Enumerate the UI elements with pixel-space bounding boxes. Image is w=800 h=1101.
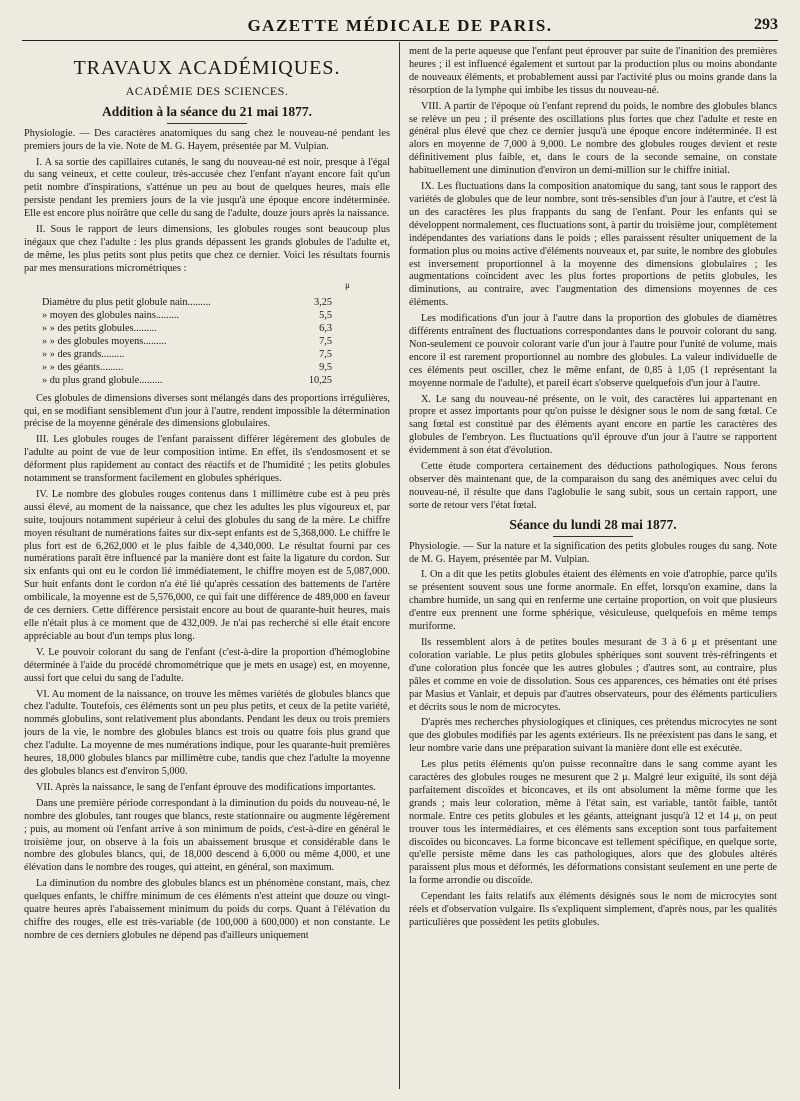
paragraph: X. Le sang du nouveau-né présente, on le voit, des caractères lui appartenant en propre et assez importants pour qu'on puisse le désigner sous le nom de sang fœtal. Ce sang fœtal est constitué par des éléments ayant encore en partie les caractères des globules de l'embryon. Les fluctuations qu'il éprouve d'un jour à l'autre se rapportent évidemment à son état d'évolution. (409, 393, 777, 457)
paragraph: I. A sa sortie des capillaires cutanés, le sang du nouveau-né est noir, presque à l'égal du sang veineux, et cette couleur, très-accusée chez l'enfant n'ayant encore fait qu'un petit nombre d'inspirations, s'atténue un peu au bout de quelques heures, mais elle persiste pendant les premiers jours de la vie jusqu'à une époque encore indéterminée. Elle est encore plus noirâtre que celle du sang de l'adulte, douze jours après la naissance. (24, 156, 390, 220)
paragraph: La diminution du nombre des globules blancs est un phénomène constant, mais, chez quelques enfants, le chiffre minimum de ces éléments n'est atteint que douze ou vingt-quatre heures après l'abaissement minimum du poids du corps. Quant à l'élévation du chiffre des rouges, elle est très-variable (de 100,000 à 600,000) et non constante. Le nombre de ces derniers globules ne dépend pas d'ailleurs uniquement (24, 878, 390, 941)
seance-heading-1 (24, 103, 390, 124)
paragraph: Les plus petits éléments qu'on puisse reconnaître dans le sang comme ayant les caractères des globules rouges ne mesurent que 2 μ. Malgré leur exiguïté, ils sont déjà parfaitement discoïdes et biconcaves, et ils ont absolument la même forme que les grands ; mais leur coloration, même à l'état sain, est variable, tantôt faible, tantôt normale. Entre ces petits globules et les géants, atteignant jusqu'à 12 et 14 μ, on peut trouver tous les intermédiaires, et ces éléments sans exception sont tous parfaitement discoïdes ou biconcaves. La forme biconcave est tellement spécifique, en quelque sorte, qu'elle persiste même dans les cas pathologiques, alors que des globules altérés paraissent plus mous et déformés, les déformations consistant seulement en une perte de la forme arrondie ou discoïde. (409, 759, 777, 887)
seance-heading-1-text: Addition à la séance du 21 mai 1877. (101, 103, 313, 119)
paragraph: VIII. A partir de l'époque où l'enfant reprend du poids, le nombre des globules blancs se relève un peu ; il présente des oscillations plus fortes que chez l'adulte et reste en général plus élevé que chez ce dernier jusqu'à une époque encore indéterminée. Il est alors en moyenne de 7,000 à 9,000. Le nombre des globules rouges devient et reste définitivement plus faible, et, dans le cours de la seconde semaine, on constate habituellement une diminution d'environ un demi-million sur le chiffre initial. (409, 100, 777, 177)
measurement-value: 10,25 (308, 374, 332, 386)
heading-rule (553, 536, 633, 537)
paragraph: III. Les globules rouges de l'enfant paraissent différer légèrement des globules de l'adulte au point de vue de leur composition intime. En effet, ils s'endosmosent et se déforment plus rapidement au contact des réactifs et de l'humidité ; les petits globules notamment se transforment facilement en globules sphériques. (24, 434, 390, 485)
paragraph: II. Sous le rapport de leurs dimensions, les globules rouges sont beaucoup plus inégaux que chez l'adulte : les plus grands dépassent les grands globules de l'adulte et, de même, les plus petits sont plus petits que chez ce dernier. Voici les résultats fournis par mes mensurations micrométriques : (24, 224, 390, 274)
academy-heading: ACADÉMIE DES SCIENCES. (125, 83, 289, 98)
measurement-row (42, 309, 332, 322)
micron-unit: μ (345, 279, 350, 290)
paragraph: Cependant les faits relatifs aux éléments désignés sous le nom de microcytes sont réels et d'observation vulgaire. Ils s'expliquent simplement, d'après nous, par les qualités particulières que possèdent les petits globules. (409, 891, 777, 928)
measurement-value: 5,5 (319, 309, 332, 321)
measurement-value: 3,25 (313, 296, 332, 308)
topic-2: Physiologie. — Sur la nature et la signification des petits globules rouges du sang. Note de M. G. Hayem, présentée par M. Vulpian. (409, 540, 777, 565)
paragraph: D'après mes recherches physiologiques et cliniques, ces prétendus microcytes ne sont que des globules modifiés par les agents extérieurs. Ils ne préexistent pas dans le sang, et leur nombre varie dans une préparation suivant la manière dont elle est exécutée. (409, 717, 777, 755)
measurement-label: » » des grands......... (42, 348, 125, 360)
measurement-value: 7,5 (319, 348, 332, 360)
measurement-label: » moyen des globules nains......... (42, 309, 179, 321)
paragraph: I. On a dit que les petits globules étaient des éléments en voie d'atrophie, parce qu'ils se présentent souvent sous une forme anormale. En effet, lorsqu'on examine, dans la chambre humide, un sang qui en renferme une certaine proportion, on voit que plusieurs d'entre eux prennent une forme sphérique, vésiculeuse, quelquefois en même temps muriforme. (409, 569, 777, 633)
paragraph: V. Le pouvoir colorant du sang de l'enfant (c'est-à-dire la proportion d'hémoglobine déterminée à l'aide du procédé chromométrique que je mets en usage) est, en moyenne, aussi fort que celui du sang de l'adulte. (24, 646, 390, 684)
measurement-label: » » des globules moyens......... (42, 335, 167, 347)
paragraph: Dans une première période correspondant à la diminution du poids du nouveau-né, le nombre des globules, tant rouges que blancs, reste stationnaire ou augmente légèrement ; puis, au moment où l'enfant arrive à son minimum de poids, c'est-à-dire en général le troisième jour, on observe à la fois un abaissement brusque et considérable dans le nombre des globules blancs, qui, de 18,000 descend à 6,000 ou même 4,000, et une élévation dans le nombre des rouges, qui atteint, en général, son maximum. (24, 797, 390, 874)
paragraph: VII. Après la naissance, le sang de l'enfant éprouve des modifications importantes. (36, 781, 376, 793)
measurement-row (42, 296, 332, 309)
measurement-table (42, 296, 332, 387)
section-title: TRAVAUX ACADÉMIQUES. (73, 57, 341, 79)
paragraph: Les modifications d'un jour à l'autre dans la proportion des globules de diamètres différents entraînent des fluctuations correspondantes dans le pouvoir colorant du sang. Non-seulement ce pouvoir colorant varie d'un jour à l'autre pour l'unité de volume, mais encore il est rarement proportionnel au nombre des globules. La valeur individuelle de ces éléments peut osciller, chez le même enfant, de 0,85 à 1,05 (1 représentant la moyenne normale de l'adulte), et pareil écart s'observe quelquefois d'un jour à l'autre. (409, 313, 777, 389)
measurement-value: 7,5 (319, 335, 332, 347)
measurement-row (42, 348, 332, 361)
page-number: 293 (754, 16, 778, 33)
topic-1: Physiologie. — Des caractères anatomiques du sang chez le nouveau-né pendant les premiers jours de la vie. Note de M. G. Hayem, présentée par M. Vulpian. (24, 127, 390, 152)
measurement-row (42, 335, 332, 348)
measurement-row (42, 374, 332, 387)
page-header (22, 14, 778, 41)
paragraph: IV. Le nombre des globules rouges contenus dans 1 millimètre cube est à peu près aussi élevé, au moment de la naissance, que chez les adultes les plus vigoureux et, par suite, toujours notamment supérieur à celui des globules du sang de la mère. Le chiffre moyen résultant de numérations faites sur dix-sept enfants est de 5,368,000. Le chiffre le plus fort est de 6,262,000 et le plus faible de 4,340,000. Le résultat fourni par ces numérations paraît être influencé par la manière dont est faite la ligature du cordon. Sur six enfants qui ont eu le cordon lié immédiatement, le chiffre moyen est de 5,087,000. Sur huit enfants dont le cordon n'a été lié qu'après cessation des battements de l'artère ombilicale, la moyenne est de 5,576,000, ce qui fait une différence de 489,000 en faveur de ces derniers. Cette différence persistait encore au bout de quarante-huit heures, mais elle n'était plus à ce moment que de 432,009. Je n'ai pas recherché si elle était encore appréciable au bout d'un temps plus long. (24, 488, 390, 642)
measurement-label: » » des petits globules......... (42, 322, 157, 334)
measurement-row (42, 361, 332, 374)
left-column (24, 46, 390, 1091)
heading-rule (167, 123, 247, 124)
measurement-label: Diamètre du plus petit globule nain......... (42, 296, 211, 308)
measurement-value: 6,3 (319, 322, 332, 334)
measurement-label: » du plus grand globule......... (42, 374, 163, 386)
paragraph: Ces globules de dimensions diverses sont mélangés dans des proportions irrégulières, qui, en se modifiant sensiblement d'un jour à l'autre, rendent impossible la détermination précise de la moyenne générale des dimensions globulaires. (24, 392, 390, 430)
seance-heading-2 (409, 516, 777, 537)
paragraph: ment de la perte aqueuse que l'enfant peut éprouver par suite de l'inanition des premières heures ; il est influencé également et surtout par la production plus ou moins abondante de nouveaux éléments, et probablement aussi par l'activité plus ou moins grande dans la résorption de la lymphe qui imbibe les tissus du nouveau-né. (409, 46, 777, 96)
seance-heading-2-text: Séance du lundi 28 mai 1877. (509, 516, 677, 532)
measurement-row (42, 322, 332, 335)
paragraph: IX. Les fluctuations dans la composition anatomique du sang, tant sous le rapport des variétés de globules que de leur nombre, sont très-sensibles d'un jour à l'autre, et c'est là un des caractères les plus frappants du sang de l'enfant. Pour les enfants qui se développent normalement, ces fluctuations sont, à partir du troisième jour, complètement indépendantes des variations dans le poids ; elles paraissent résulter uniquement de la formation plus ou moins active d'éléments nouveaux et, par suite, le nombre des globules est inversement proportionnel à la moyenne des dimensions globulaires ; les augmentations coïncident avec les plus fortes proportions de petits globules, les diminutions, au contraire, avec l'augmentation des dimensions moyennes de ces éléments. (409, 181, 777, 309)
paragraph: Cette étude comportera certainement des déductions pathologiques. Nous ferons observer dès maintenant que, de la comparaison du sang des anémiques avec celui du nouveau-né, il résulte que dans l'aglobulie le sang subit, sous un certain rapport, une sorte de retour vers l'état fœtal. (409, 461, 777, 511)
paragraph: Ils ressemblent alors à de petites boules mesurant de 3 à 6 μ et présentant une coloration variable. Le plus petits globules sphériques sont souvent très-réfringents et d'une coloration plus foncée que les autres globules ; d'autres sont, au contraire, plus pâles et comme en voie de dissolution. Sous ces apparences, ces hématies ont été prises par Masius et Vanlair, et depuis par d'autres observateurs, pour des éléments particuliers et décrits sous le nom de microcytes. (409, 636, 777, 713)
column-divider (399, 42, 400, 1089)
right-column (409, 46, 777, 1091)
paragraph: VI. Au moment de la naissance, on trouve les mêmes variétés de globules blancs que chez l'adulte. Toutefois, ces éléments sont un peu plus petits, et ceux de la petite variété, nommés globulins, sont relativement plus abondants. Pendant les deux ou trois premiers jours de la vie, le nombre des globules blancs est trois ou quatre fois plus grand que chez l'adulte. La moyenne de mes numérations indique, pour les quarante-huit premières heures, 18,000 globules blancs par millimètre cube, tandis que chez l'adulte la moyenne des globules blancs est d'environ 5,000. (24, 688, 390, 777)
measurement-value: 9,5 (319, 361, 332, 373)
measurement-label: » » des géants......... (42, 361, 124, 373)
journal-title: GAZETTE MÉDICALE DE PARIS. (247, 16, 553, 35)
